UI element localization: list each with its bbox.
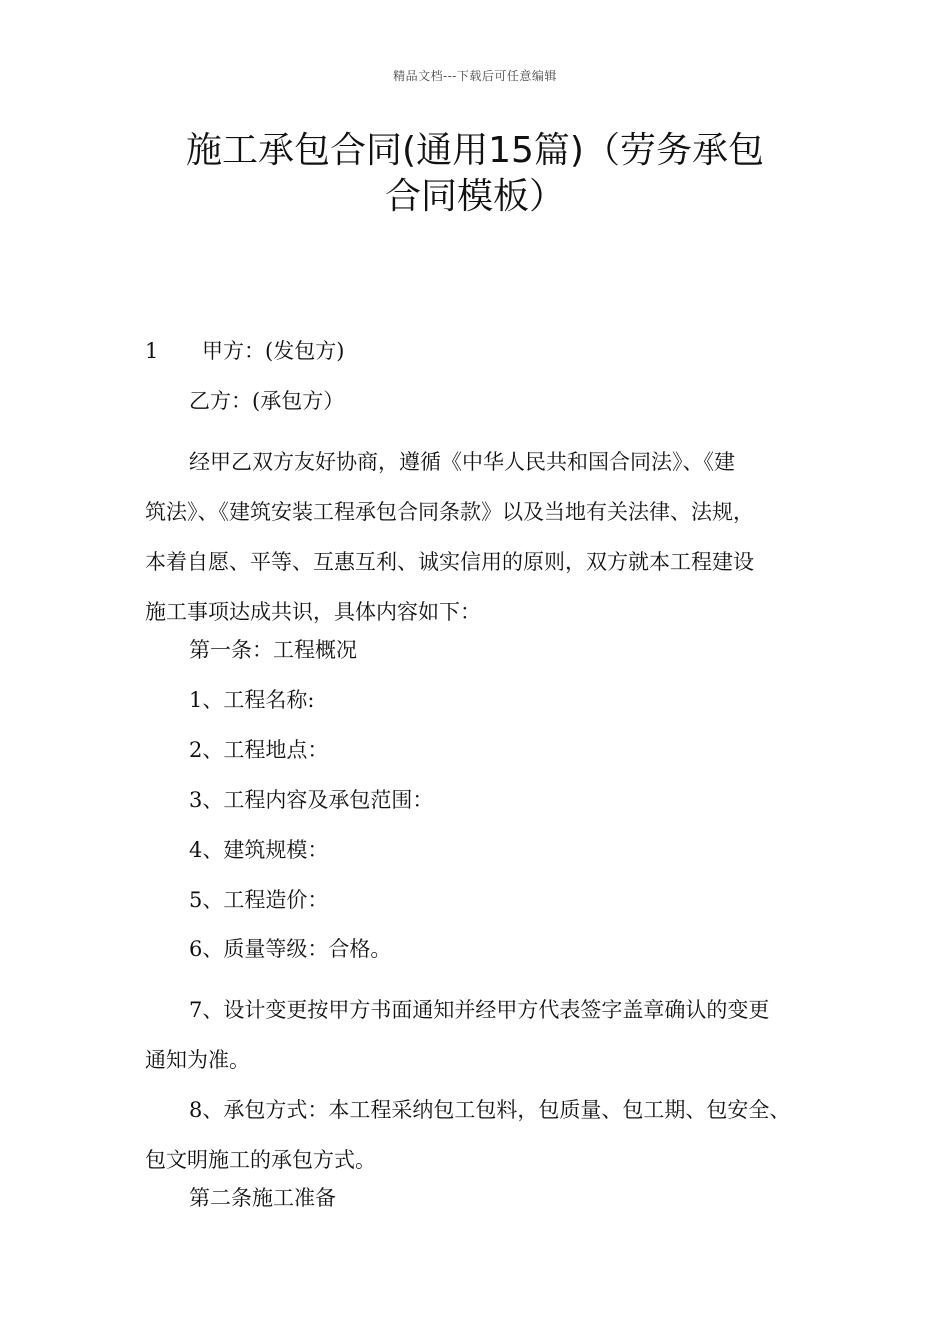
item-number: 1 [145,339,159,363]
title-line-2: 合同模板） [384,176,565,217]
intro-line-2: 筑法》、《建筑安装工程承包合同条款》以及当地有关法律、法规， [145,500,754,524]
intro-line-1: 经甲乙双方友好协商，遵循《中华人民共和国合同法》、《建 [189,450,735,474]
design-change-paragraph [145,985,835,1085]
quality-grade-item: 6、质量等级：合格。 [189,937,392,961]
project-name-item: 1、工程名称: [189,688,315,712]
article-2-heading: 第二条施工准备 [189,1186,336,1210]
document-title [100,128,850,220]
design-change-line-2: 通知为准。 [145,1048,250,1072]
header-note: 精品文档---下载后可任意编辑 [393,69,557,83]
party-a-line [145,337,835,365]
project-cost-item: 5、工程造价： [189,888,329,912]
project-location-item: 2、工程地点： [189,738,329,762]
contract-method-line-1: 8、承包方式：本工程采纳包工包料，包质量、包工期、包安全、 [189,1098,791,1122]
article-1-heading: 第一条：工程概况 [189,638,357,662]
party-b-line: 乙方：(承包方） [189,389,345,413]
intro-line-3: 本着自愿、平等、互惠互利、诚实信用的原则，双方就本工程建设 [145,550,754,574]
contract-method-paragraph [145,1085,835,1185]
contract-method-line-2: 包文明施工的承包方式。 [145,1148,376,1172]
party-a-label: 甲方：(发包方) [202,339,345,363]
intro-paragraph [145,437,835,637]
project-scope-item: 3、工程内容及承包范围： [189,788,434,812]
title-line-1: 施工承包合同(通用15篇)（劳务承包 [186,130,764,171]
design-change-line-1: 7、设计变更按甲方书面通知并经甲方代表签字盖章确认的变更 [189,998,770,1022]
building-scale-item: 4、建筑规模： [189,838,329,862]
intro-line-4: 施工事项达成共识，具体内容如下： [145,600,481,624]
